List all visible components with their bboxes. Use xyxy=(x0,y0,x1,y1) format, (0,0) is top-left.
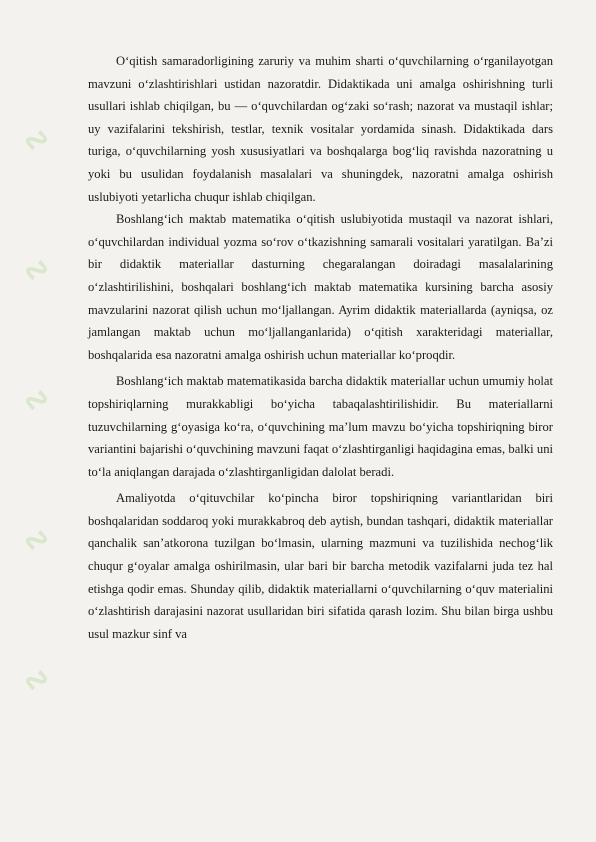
paragraph: O‘qitish samaradorligining zaruriy va muhim sharti o‘quvchilarning o‘rganilayotgan mavzuni o‘zlashtirishlari ustidan nazoratdir. Didaktikada uni amalga oshirishning turli usullari ishlab chiqilgan, bu — o‘quvchilardan og‘zaki so‘rash; nazorat va mustaqil ishlar; uy vazifalarini tekshirish, testlar, texnik vositalar yordamida sinash. Didaktikada dars turiga, o‘quvchilarning yosh xususiyatlari va boshqalarga bog‘liq ravishda nazoratning u yoki bu usulidan foydalanish masalalari va shuningdek, nazoratni amalga oshirish uslubiyoti yetarlicha chuqur ishlab chiqilgan. xyxy=(88,54,553,204)
watermark-mark: ∿ xyxy=(12,378,60,422)
watermark-mark: ∿ xyxy=(12,518,60,562)
paragraph: Boshlang‘ich maktab matematika o‘qitish uslubiyotida mustaqil va nazorat ishlari, o‘quvchilardan individual yozma so‘rov o‘tkazishning samarali vositalari yaratilgan. Ba’zi bir didaktik materiallar dasturning chegaralangan doiradagi masalalarining o‘zlashtirilishini, boshqalari boshlang‘ich maktab matematika kursining barcha asosiy mavzularini nazorat qilish uchun mo‘ljallangan. Ayrim didaktik materiallarda (ayniqsa, oz jamlangan maktab uchun mo‘ljallanganlarida) o‘qitish xarakteridagi materiallar, boshqalarida esa nazoratni amalga oshirish uchun materiallar ko‘proqdir. xyxy=(88,212,553,362)
document-body xyxy=(88,50,553,645)
watermark-mark: ∿ xyxy=(12,118,60,162)
watermark-mark: ∿ xyxy=(12,248,60,292)
watermark-mark: ∿ xyxy=(12,658,60,702)
paragraph: Boshlang‘ich maktab matematikasida barcha didaktik materiallar uchun umumiy holat topshiriqlarning murakkabligi bo‘yicha tabaqalashtirilishidir. Bu materiallarni tuzuvchilarning g‘oyasiga ko‘ra, o‘quvchining ma’lum mavzu bo‘yicha topshiriqning biror variantini bajarishi o‘quvchining mavzuni faqat o‘zlashtirganligi haqidagina emas, balki uni to‘la aniqlangan darajada o‘zlashtirganligidan dalolat beradi. xyxy=(88,374,553,479)
paragraph: Amaliyotda o‘qituvchilar ko‘pincha biror topshiriqning variantlaridan biri boshqalaridan soddaroq yoki murakkabroq deb aytish, bundan tashqari, didaktik materiallar qanchalik san’atkorona tuzilgan bo‘lmasin, ularning mazmuni va tuzilishida nechog‘lik chuqur g‘oyalar amalga oshirilmasin, ular bari bir barcha metodik vazifalarni juda tez hal etishga qodir emas. Shunday qilib, didaktik materiallarni o‘quvchilarning o‘quv materialini o‘zlashtirish darajasini nazorat usullaridan biri sifatida qarash lozim. Shu bilan birga ushbu usul mazkur sinf va xyxy=(88,491,553,641)
